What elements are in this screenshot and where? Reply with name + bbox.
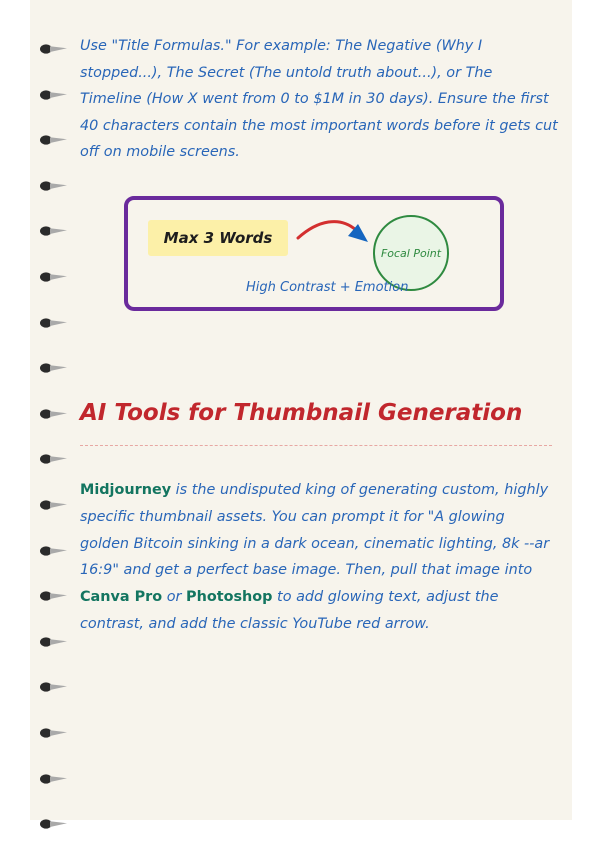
section-heading: AI Tools for Thumbnail Generation [80,400,523,426]
arrow-icon [296,216,376,252]
intro-paragraph: Use "Title Formulas." For example: The Negative (Why I stopped...), The Secret (The untold truth about...), or The Timeline (How X went from 0 to $1M in 30 days). Ensure the first 40 characters contain the most important words before it gets cut off on mobile screens. [80,38,558,160]
binder-hole-icon [38,682,68,692]
binder-hole-icon [38,728,68,738]
section-text-1: is the undisputed king of generating custom, highly specific thumbnail assets. You can prompt it for "A glowing golden Bitcoin sinking in a dark ocean, cinematic lighting, 8k --ar 16:9" and get a perfect base image. Then, pull that image into [80,482,550,579]
binder-hole-icon [38,90,68,100]
text-box-note: Max 3 Words [148,220,288,256]
binder-hole-icon [38,409,68,419]
binder-hole-icon [38,363,68,373]
binder-hole-icon [38,591,68,601]
section-text-2: or [162,589,187,606]
binder-hole-icon [38,819,68,829]
section-text-3: to add glowing text, adjust the contrast, and add the classic YouTube red arrow. [80,589,499,632]
tool-name-midjourney: Midjourney [80,482,172,498]
binder-hole-icon [38,318,68,328]
diagram-caption: High Contrast + Emotion [246,280,409,295]
binder-hole-icon [38,44,68,54]
binder-hole-icon [38,454,68,464]
section-paragraph [80,477,558,638]
binder-hole-icon [38,226,68,236]
focal-point-circle: Focal Point [373,215,449,291]
binder-hole-icon [38,637,68,647]
tool-name-canva: Canva Pro [80,589,163,606]
binder-hole-icon [38,181,68,191]
binder-hole-icon [38,135,68,145]
binder-hole-icon [38,774,68,784]
binder-hole-icon [38,500,68,510]
dashed-divider [80,445,552,446]
tool-name-photoshop: Photoshop [186,589,273,606]
thumbnail-diagram [124,196,504,311]
binder-holes [38,0,72,849]
binder-hole-icon [38,546,68,556]
binder-hole-icon [38,272,68,282]
